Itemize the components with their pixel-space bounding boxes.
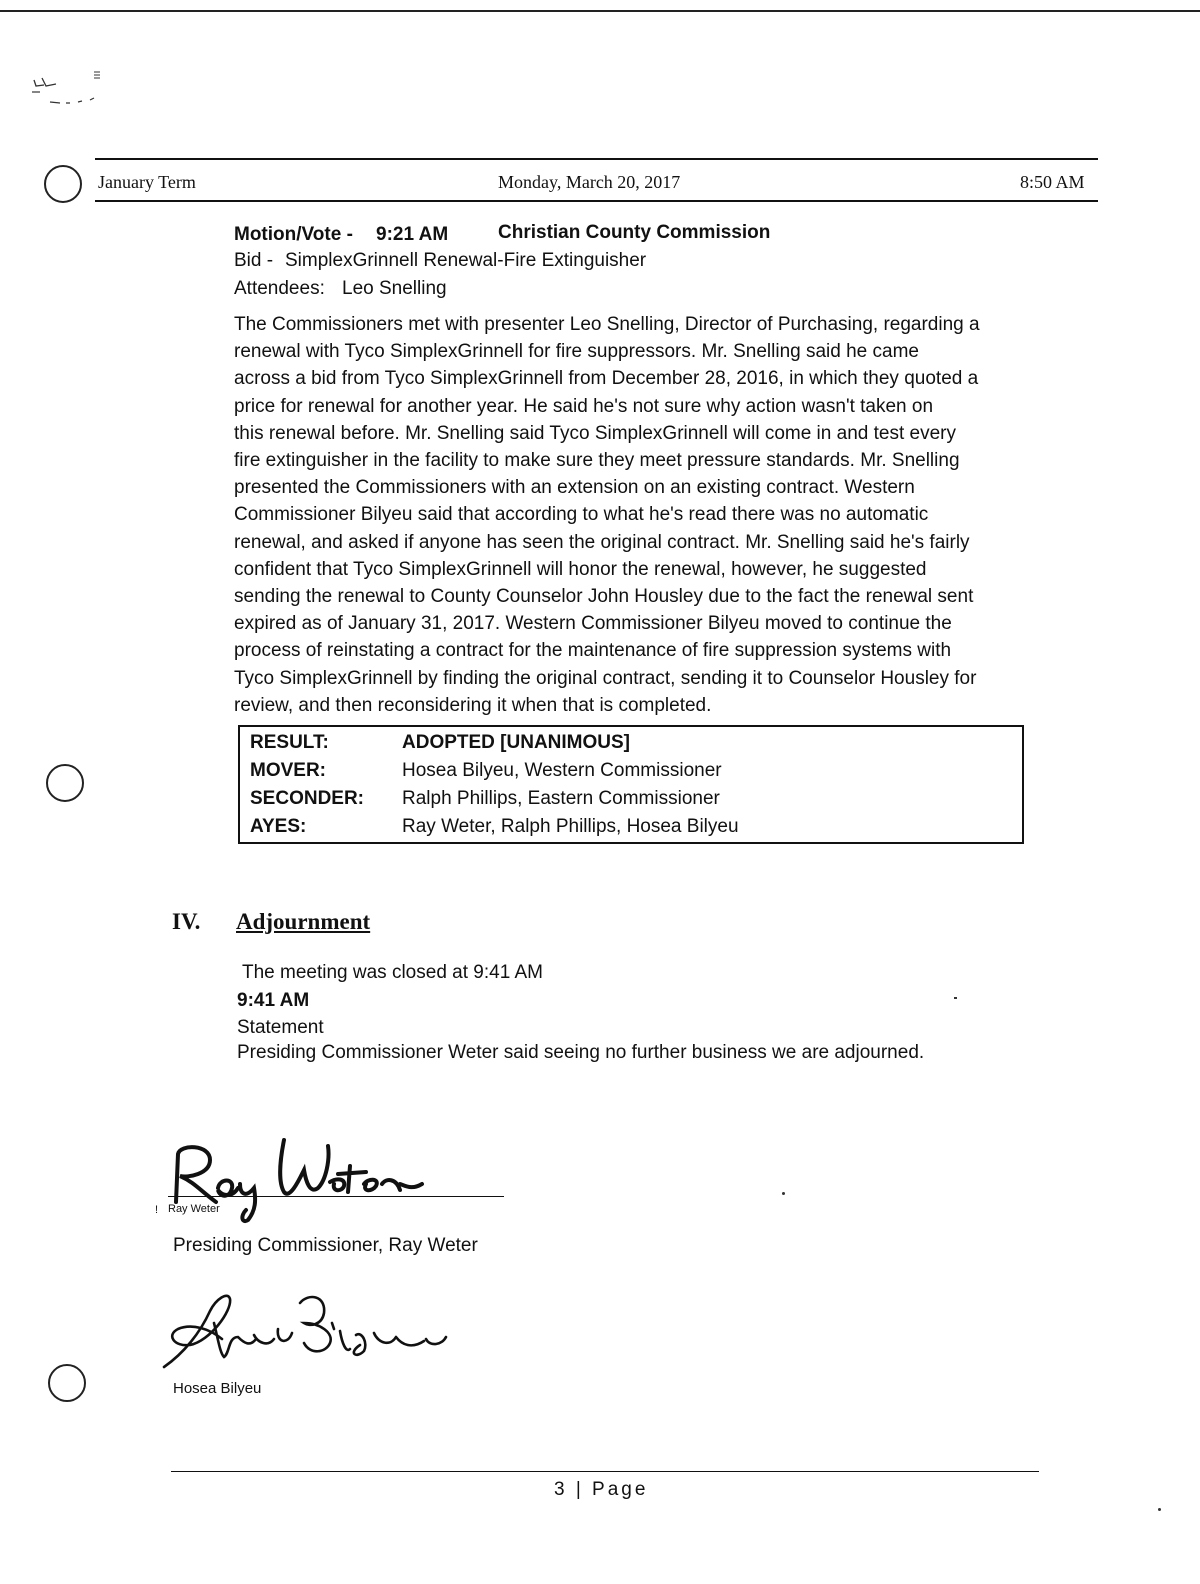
narrative-line: fire extinguisher in the facility to make sure they meet pressure standards. Mr. Snelling xyxy=(234,450,960,472)
section-number: IV. xyxy=(172,909,201,934)
header-date: Monday, March 20, 2017 xyxy=(498,172,681,192)
ayes-label: AYES: xyxy=(250,816,307,837)
narrative-line: this renewal before. Mr. Snelling said Tyco SimplexGrinnell will come in and test every xyxy=(234,422,956,444)
stray-dot xyxy=(1158,1508,1161,1511)
signature-hosea-bilyeu xyxy=(150,1283,460,1378)
scan-top-edge xyxy=(0,10,1200,12)
meeting-closed-text: The meeting was closed at 9:41 AM xyxy=(242,962,543,983)
signature-ray-weter xyxy=(160,1130,470,1231)
narrative-line: expired as of January 31, 2017. Western Commissioner Bilyeu moved to continue the xyxy=(234,613,952,635)
narrative-line: process of reinstating a contract for the maintenance of fire suppression systems with xyxy=(234,640,952,662)
punch-hole xyxy=(48,1364,86,1402)
narrative-line: sending the renewal to County Counselor John Housley due to the fact the renewal sent xyxy=(234,586,974,608)
narrative-line: renewal, and asked if anyone has seen the original contract. Mr. Snelling said he's fairly xyxy=(234,531,970,553)
attendees-value: Leo Snelling xyxy=(342,278,447,299)
punch-hole xyxy=(46,764,84,802)
motion-narrative xyxy=(234,311,1034,719)
stray-mark xyxy=(30,70,130,114)
statement-text: Presiding Commissioner Weter said seeing no further business we are adjourned. xyxy=(237,1042,925,1063)
signature-1-printed-name: Ray Weter xyxy=(168,1203,220,1215)
narrative-line: Tyco SimplexGrinnell by finding the original contract, sending it to Counselor Housley for xyxy=(234,667,977,689)
motion-label: Motion/Vote - xyxy=(234,224,353,245)
seconder-value: Ralph Phillips, Eastern Commissioner xyxy=(402,788,720,809)
ayes-value: Ray Weter, Ralph Phillips, Hosea Bilyeu xyxy=(402,816,739,837)
header-bottom-rule xyxy=(95,200,1098,202)
narrative-line: review, and then reconsidering it when that is completed. xyxy=(234,694,712,716)
attendees-label: Attendees: xyxy=(234,278,325,299)
narrative-line: renewal with Tyco SimplexGrinnell for fire suppressors. Mr. Snelling said he came xyxy=(234,341,919,363)
header-top-rule xyxy=(95,158,1098,160)
footer-rule xyxy=(171,1471,1039,1472)
statement-label: Statement xyxy=(237,1017,324,1038)
signature-line xyxy=(168,1196,504,1197)
section-title: Adjournment xyxy=(236,909,371,934)
narrative-line: across a bid from Tyco SimplexGrinnell from December 28, 2016, in which they quoted a xyxy=(234,368,979,390)
signature-1-title: Presiding Commissioner, Ray Weter xyxy=(173,1235,478,1256)
header-time: 8:50 AM xyxy=(1020,172,1085,192)
narrative-line: The Commissioners met with presenter Leo Snelling, Director of Purchasing, regarding a xyxy=(234,314,980,335)
signature-hosea-bilyeu-image xyxy=(150,1283,460,1373)
narrative-line: price for renewal for another year. He said he's not sure why action wasn't taken on xyxy=(234,395,934,417)
stray-dot xyxy=(954,997,957,999)
header-term: January Term xyxy=(98,172,196,192)
motion-body: Christian County Commission xyxy=(498,222,771,243)
signature-2-name: Hosea Bilyeu xyxy=(173,1380,262,1397)
stray-mark: ! xyxy=(155,1204,159,1216)
motion-time: 9:21 AM xyxy=(376,224,449,245)
mover-label: MOVER: xyxy=(250,760,326,781)
seconder-label: SECONDER: xyxy=(250,788,365,809)
punch-hole xyxy=(44,165,82,203)
narrative-line: confident that Tyco SimplexGrinnell will honor the renewal, however, he suggested xyxy=(234,558,927,580)
stray-dot xyxy=(782,1192,785,1195)
narrative-line: presented the Commissioners with an extension on an existing contract. Western xyxy=(234,477,915,499)
mover-value: Hosea Bilyeu, Western Commissioner xyxy=(402,760,722,781)
bid-title: SimplexGrinnell Renewal-Fire Extinguisher xyxy=(285,250,647,271)
page-number: 3 | Page xyxy=(554,1479,649,1500)
bid-label: Bid - xyxy=(234,250,274,271)
vote-result-box xyxy=(238,725,1024,844)
result-value: ADOPTED [UNANIMOUS] xyxy=(402,732,630,753)
narrative-line: Commissioner Bilyeu said that according to what he's read there was no automatic xyxy=(234,504,929,526)
adjournment-time: 9:41 AM xyxy=(237,990,310,1011)
result-label: RESULT: xyxy=(250,732,329,753)
